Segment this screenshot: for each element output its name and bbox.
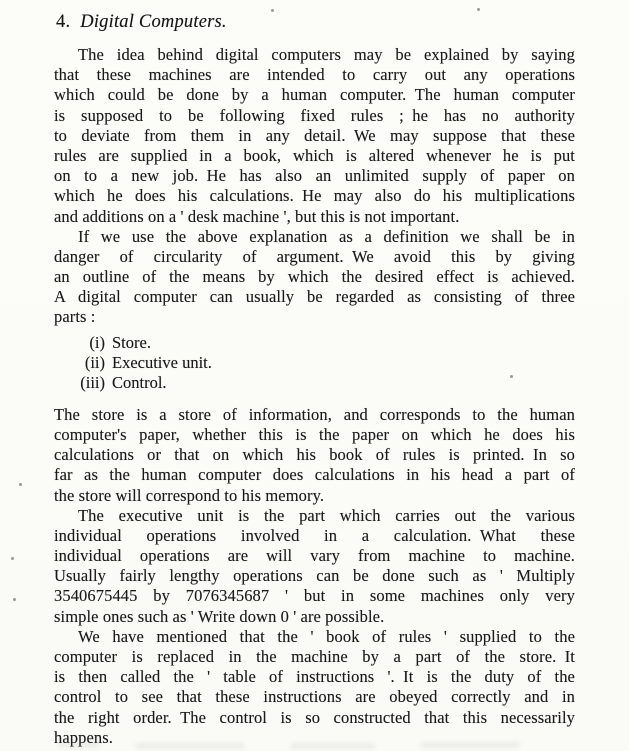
page-smudge [135, 743, 245, 749]
text-line: calculations or that on which his book of rules is printed. In so [54, 445, 575, 465]
text-line: on to a new job. He has also an unlimited supply of paper on [54, 166, 575, 186]
list-item-text: Executive unit. [112, 353, 212, 373]
list-item [54, 373, 575, 393]
text-line: simple ones such as ' Write down 0 ' are possible. [54, 606, 385, 626]
text-line: computer is replaced in the machine by a part of the store. It [54, 647, 575, 667]
ink-speck [271, 9, 274, 12]
paragraph [54, 45, 575, 227]
text-line: danger of circularity of argument. We avoid this by giving [54, 246, 575, 266]
list-item-label: (ii) [84, 353, 105, 373]
text-line: individual operations involved in a calculation. What these [54, 525, 575, 545]
text-line: which could be done by a human computer. The human computer [54, 85, 575, 105]
text-line: computer's paper, whether this is the paper on which he does his [54, 424, 575, 444]
text-line: and additions on a ' desk machine ', but this is not important. [54, 206, 460, 226]
text-line: 3540675445 by 7076345687 ' but in some machines only very [54, 586, 575, 606]
paragraph [54, 506, 575, 627]
text-line: the store will correspond to his memory. [54, 485, 325, 505]
section-title: Digital Computers. [80, 12, 227, 32]
page-smudge [58, 742, 100, 748]
ink-speck [510, 375, 513, 378]
list-item-text: Control. [112, 373, 167, 393]
paragraph [54, 405, 575, 506]
text-line: is supposed to be following fixed rules ; he has no authority [54, 105, 575, 125]
list-item [54, 353, 575, 373]
text-line: control to see that these instructions are obeyed correctly and in [54, 687, 575, 707]
ink-speck [13, 598, 16, 601]
text-line: is then called the ' table of instructions '. It is the duty of the [54, 667, 575, 687]
text-line: The idea behind digital computers may be explained by saying [78, 45, 575, 64]
page-smudge [420, 742, 520, 748]
page-content-column [54, 12, 575, 748]
section-heading [56, 12, 575, 33]
text-line: which he does his calculations. He may also do his multiplications [54, 186, 575, 206]
text-line: individual operations are will vary from machine to machine. [54, 546, 575, 566]
list-item-label: (iii) [80, 373, 105, 393]
section-number: 4. [56, 12, 71, 32]
text-line: A digital computer can usually be regarded as consisting of three [54, 287, 575, 307]
paragraph [54, 627, 575, 748]
text-line: that these machines are intended to carry out any operations [54, 65, 575, 85]
page-smudge [290, 743, 375, 749]
text-line: If we use the above explanation as a definition we shall be in [78, 226, 575, 246]
list-item-text: Store. [112, 332, 151, 352]
text-line: to deviate from them in any detail. We may suppose that these [54, 125, 575, 145]
ink-speck [11, 557, 14, 560]
text-line: We have mentioned that the ' book of rules ' supplied to the [78, 626, 575, 646]
text-line: The store is a store of information, and corresponds to the human [54, 404, 575, 424]
text-line: far as the human computer does calculations in his head a part of [54, 465, 575, 485]
page-content [54, 45, 575, 748]
text-line: parts : [54, 307, 96, 327]
list-item-label: (i) [89, 332, 105, 352]
ink-speck [477, 8, 480, 11]
paragraph [54, 227, 575, 328]
text-line: happens. [54, 727, 113, 747]
text-line: an outline of the means by which the desired effect is achieved. [54, 267, 575, 287]
text-line: The executive unit is the part which carries out the various [78, 505, 575, 525]
parts-list [54, 333, 575, 394]
text-line: the right order. The control is so constructed that this necessarily [54, 707, 575, 727]
list-item [54, 333, 575, 353]
ink-speck [19, 483, 22, 486]
text-line: rules are supplied in a book, which is altered whenever he is put [54, 145, 575, 165]
text-line: Usually fairly lengthy operations can be done such as ' Multiply [54, 566, 575, 586]
